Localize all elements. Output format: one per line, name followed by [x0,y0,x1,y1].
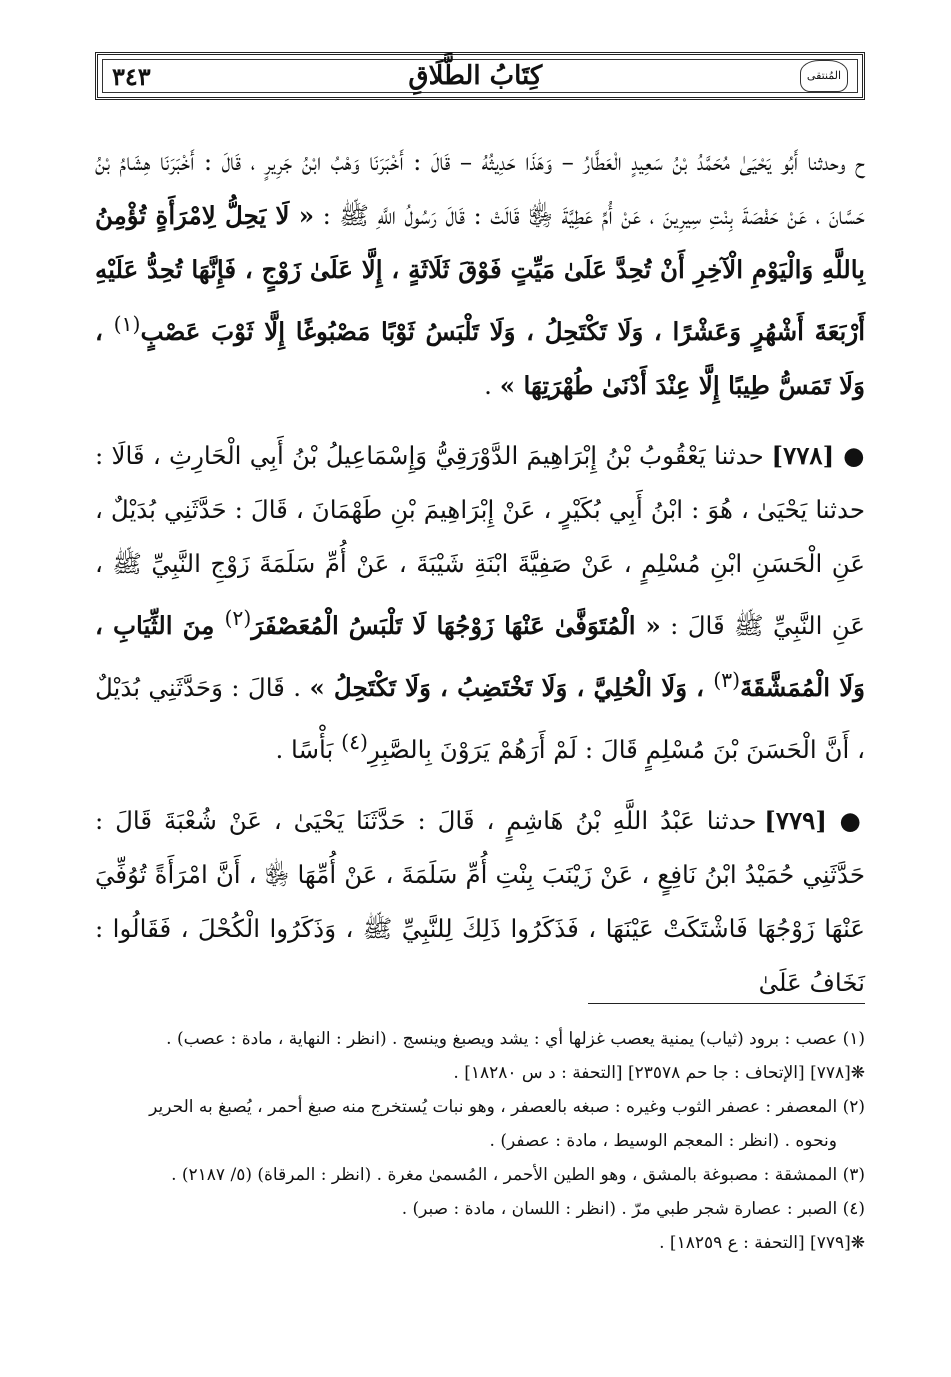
footnote-ref: (٤) [341,730,369,755]
book-logo: المُنتقى [800,60,848,92]
footnote-2: (٢) المعصفر : عصفر الثوب وغيره : صبغه بالعصفر ، وهو نبات يُستخرج منه صبغ أحمر ، يُصبغ به الحرير [149,1097,865,1117]
matn-text: ، وَلَا الْحُلِيَّ ، وَلَا تَخْتَضِبُ ، وَلَا تَكْتَحِلُ » [309,673,714,703]
footnote-2-continued: ونحوه . (انظر : المعجم الوسيط ، مادة : عصفر) . [489,1131,837,1151]
footnote-4: (٤) الصبر : عصارة شجر طبي مرّ . (انظر : اللسان ، مادة : صبر) . [401,1199,865,1219]
reference-779: ❋[٧٧٩] [التحفة : ع ١٨٢٥٩] . [659,1233,865,1253]
footnote-ref: (٢) [224,606,252,631]
narration-text: . قَالَ : وَحَدَّثَنِي بُدَيْلٌ ، أَنَّ الْحَسَنَ بْنَ مُسْلِمٍ قَالَ : لَمْ أَرَهُمْ يَرَوْنَ بِالصَّبِرِ [95,673,865,765]
hadith-paragraph-779 [95,794,865,1010]
main-text [95,135,865,1026]
reference-778: ❋[٧٧٨] [الإتحاف : جا حم ٢٣٥٧٨] [التحفة : د س ١٨٢٨٠] . [453,1063,865,1083]
footnote-3: (٣) الممشقة : مصبوغة بالمشق ، وهو الطين الأحمر ، المُسمىٰ مغرة . (انظر : المرقاة) (٥/ ٢١٨٧) . [171,1165,865,1185]
hadith-number: ● [٧٧٩] [764,805,866,835]
footnotes [95,1022,865,1260]
matn-text: ، وَلَا تَمَسُّ طِيبًا إِلَّا عِنْدَ أَدْنَىٰ طُهْرَتِهَا » [95,317,865,401]
page-header [95,52,865,100]
paragraph-end: . [484,371,500,401]
isnad-text: حدثنا يَعْقُوبُ بْنُ إِبْرَاهِيمَ الدَّوْرَقِيُّ وَإِسْمَاعِيلُ بْنُ أَبِي الْحَارِثِ ، قَالَا : حدثنا يَحْيَىٰ ، هُوَ : ابْنُ أَبِي بُكَيْرٍ ، عَنْ إِبْرَاهِيمَ بْنِ طَهْمَانَ ، قَالَ : حَدَّثَنِي بُدَيْلٌ ، عَنِ الْحَسَنِ ابْنِ مُسْلِمٍ ، عَنْ صَفِيَّةَ ابْنَةِ شَيْبَةَ ، عَنْ أُمِّ سَلَمَةَ زَوْجِ النَّبِيِّ ﷺ ، عَنِ النَّبِيِّ ﷺ قَالَ : [95,441,866,641]
footnote-ref: (١) [113,312,141,336]
isnad-text: حدثنا عَبْدُ اللَّهِ بْنُ هَاشِمٍ ، قَالَ : حَدَّثَنَا يَحْيَىٰ ، عَنْ شُعْبَةَ قَالَ : حَدَّثَنِي حُمَيْدُ ابْنُ نَافِعٍ ، عَنْ زَيْنَبَ بِنْتِ أُمِّ سَلَمَةَ ، عَنْ أُمِّهَا ﵂ ، أَنَّ امْرَأَةً تُوُفِّيَ عَنْهَا زَوْجُهَا فَاشْتَكَتْ عَيْنَهَا ، فَذَكَرُوا ذَلِكَ لِلنَّبِيِّ ﷺ ، وَذَكَرُوا الْكُحْلَ ، فَقَالُوا : نَخَافُ عَلَىٰ [95,805,865,997]
footnote-1: (١) عصب : برود (ثياب) يمنية يعصب غزلها أي : يشد ويصبغ وينسج . (انظر : النهاية ، مادة : عصب) . [166,1029,865,1049]
page-number: ٣٤٣ [112,61,151,91]
footnote-ref: (٣) [713,668,741,693]
matn-text: مِنَ الثِّيَابِ ، وَلَا الْمُمَشَّقَةَ [95,611,866,703]
hadith-paragraph-1 [95,135,865,413]
footnote-separator [588,1003,865,1004]
chapter-title: كِتَابُ الطَّلَاقِ [408,61,543,91]
narration-text: بَأْسًا . [275,735,342,765]
matn-text: « الْمُتَوَفَّىٰ عَنْهَا زَوْجُهَا لَا تَلْبَسُ الْمُعَصْفَرَ [251,611,661,641]
hadith-paragraph-778 [95,429,865,777]
isnad-text: ح وحدثنا أَبُو يَحْيَىٰ مُحَمَّدُ بْنُ سَعِيدٍ الْعَطَّارُ – وَهَذَا حَدِيثُهُ – قَالَ : أَخْبَرَنَا وَهْبُ ابْنُ جَرِيرٍ ، قَالَ : أَخْبَرَنَا هِشَامُ بْنُ حَسَّانَ ، عَنْ حَفْصَةَ بِنْتِ سِيرِينَ ، عَنْ أُمِّ عَطِيَّةَ ﵂ قَالَتْ : قَالَ رَسُولُ اللَّهِ ﷺ : [95,147,865,230]
hadith-number: ● [٧٧٨] [771,441,865,471]
matn-text: « لَا يَحِلُّ لِامْرَأَةٍ تُؤْمِنُ بِاللَّهِ وَالْيَوْمِ الْآخِرِ أَنْ تُحِدَّ عَلَىٰ مَيِّتٍ فَوْقَ ثَلَاثَةٍ ، إِلَّا عَلَىٰ زَوْجٍ ، فَإِنَّهَا تُحِدُّ عَلَيْهِ أَرْبَعَةَ أَشْهُرٍ وَعَشْرًا ، وَلَا تَكْتَحِلُ ، وَلَا تَلْبَسُ ثَوْبًا مَصْبُوغًا إِلَّا ثَوْبَ عَصْبٍ [95,201,866,347]
